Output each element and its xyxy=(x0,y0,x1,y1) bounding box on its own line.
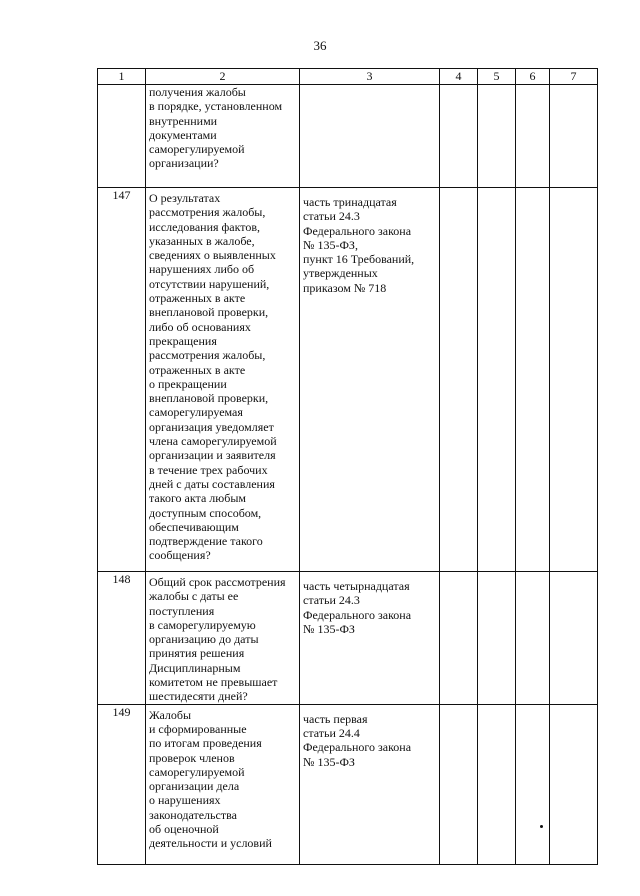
basis-cell xyxy=(300,572,440,705)
answer-cell-7 xyxy=(550,85,598,188)
answer-cell-4 xyxy=(440,704,478,864)
question-cell xyxy=(146,188,300,572)
answer-cell-5 xyxy=(478,704,516,864)
row-number xyxy=(98,85,146,188)
table-row xyxy=(98,85,598,188)
table-row xyxy=(98,704,598,864)
answer-cell-5 xyxy=(478,85,516,188)
question-cell xyxy=(146,572,300,705)
column-header: 6 xyxy=(516,69,550,85)
column-header: 2 xyxy=(146,69,300,85)
scan-speck xyxy=(540,825,543,828)
question-text: Жалобы и сформированные по итогам проведения проверок членов саморегулируемой организации дела о нарушениях законодательства об оценочной деятельности и условий xyxy=(149,707,272,851)
basis-cell xyxy=(300,85,440,188)
basis-text: часть четырнадцатая статьи 24.3 Федерального закона № 135-ФЗ xyxy=(303,579,412,636)
page-number: 36 xyxy=(313,38,327,53)
basis-cell xyxy=(300,188,440,572)
table-row xyxy=(98,188,598,572)
answer-cell-5 xyxy=(478,188,516,572)
column-header: 5 xyxy=(478,69,516,85)
row-number: 148 xyxy=(98,572,146,705)
answer-cell-6 xyxy=(516,572,550,705)
checklist-table xyxy=(97,68,598,865)
answer-cell-4 xyxy=(440,188,478,572)
answer-cell-4 xyxy=(440,572,478,705)
question-text: получения жалобы в порядке, установленном внутренними документами саморегулируемой организации? xyxy=(149,85,283,171)
basis-text: часть тринадцатая статьи 24.3 Федерального закона № 135-ФЗ, пункт 16 Требований, утвержденных приказом № 718 xyxy=(303,195,415,295)
row-number: 149 xyxy=(98,704,146,864)
answer-cell-7 xyxy=(550,572,598,705)
question-text: О результатах рассмотрения жалобы, исследования фактов, указанных в жалобе, сведениях о выявленных нарушениях либо об отсутствии нарушений, отраженных в акте внеплановой проверки, либо об основаниях прекращения рассмотрения жалобы, отраженных в акте о прекращении внеплановой проверки, саморегулируемая организация уведомляет члена саморегулируемой организации и заявителя в течение трех рабочих дней с даты составления такого акта любым доступным способом, обеспечивающим подтверждение такого сообщения? xyxy=(149,191,277,563)
answer-cell-7 xyxy=(550,188,598,572)
answer-cell-6 xyxy=(516,85,550,188)
table-header-row xyxy=(98,69,598,85)
question-cell xyxy=(146,85,300,188)
row-number: 147 xyxy=(98,188,146,572)
answer-cell-4 xyxy=(440,85,478,188)
table-row xyxy=(98,572,598,705)
basis-cell xyxy=(300,704,440,864)
column-header: 1 xyxy=(98,69,146,85)
basis-text: часть первая статьи 24.4 Федерального закона № 135-ФЗ xyxy=(303,711,412,769)
answer-cell-5 xyxy=(478,572,516,705)
answer-cell-6 xyxy=(516,188,550,572)
question-cell xyxy=(146,704,300,864)
question-text: Общий срок рассмотрения жалобы с даты ее поступления в саморегулируемую организацию до даты принятия решения Дисциплинарным комитетом не превышает шестидесяти дней? xyxy=(149,575,286,704)
column-header: 3 xyxy=(300,69,440,85)
column-header: 7 xyxy=(550,69,598,85)
answer-cell-7 xyxy=(550,704,598,864)
answer-cell-6 xyxy=(516,704,550,864)
column-header: 4 xyxy=(440,69,478,85)
